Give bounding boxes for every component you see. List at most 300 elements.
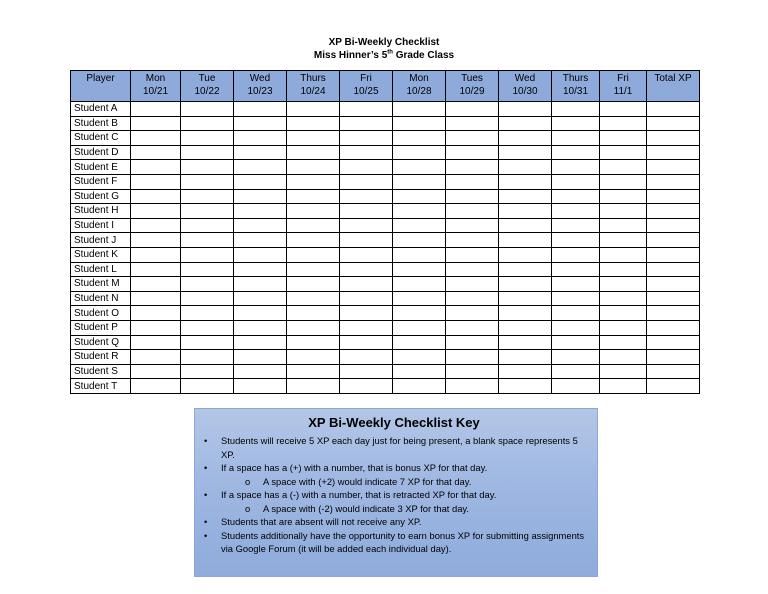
xp-cell [393,247,446,262]
player-name-cell: Student F [71,174,131,189]
xp-cell [499,277,552,292]
player-name-cell: Student R [71,350,131,365]
xp-cell [181,379,234,394]
xp-cell [181,364,234,379]
xp-cell [499,189,552,204]
xp-cell [181,145,234,160]
player-name-cell: Student O [71,306,131,321]
xp-cell [234,379,287,394]
xp-cell [552,350,600,365]
column-header-date: 10/25 [353,86,379,97]
column-header-label: Mon [145,73,166,84]
xp-cell [287,204,340,219]
xp-cell [340,379,393,394]
xp-cell [234,306,287,321]
key-list [201,434,587,556]
column-header-date: 10/30 [512,86,538,97]
key-item-text: If a space has a (+) with a number, that is bonus XP for that day. [221,462,488,473]
player-name-cell: Student G [71,189,131,204]
player-name-cell: Student M [71,277,131,292]
column-header-date: 10/21 [142,86,169,97]
xp-cell [393,145,446,160]
xp-cell [287,364,340,379]
xp-cell [600,379,647,394]
xp-cell [340,218,393,233]
table-body [71,102,700,394]
table-row [71,277,700,292]
xp-cell [600,262,647,277]
xp-cell [181,204,234,219]
xp-cell [287,145,340,160]
xp-cell [287,306,340,321]
xp-cell [340,350,393,365]
player-name-cell: Student T [71,379,131,394]
xp-cell [552,174,600,189]
player-name-cell: Student K [71,247,131,262]
xp-cell [131,320,181,335]
xp-cell [287,262,340,277]
total-xp-cell [647,277,700,292]
xp-cell [393,379,446,394]
xp-cell [131,218,181,233]
xp-cell [131,116,181,131]
xp-cell [234,277,287,292]
xp-cell [552,277,600,292]
player-name-cell: Student H [71,204,131,219]
xp-cell [499,233,552,248]
total-xp-cell [647,262,700,277]
xp-cell [234,131,287,146]
xp-cell [446,102,499,117]
table-row [71,160,700,175]
xp-cell [340,233,393,248]
bullet-icon: • [204,462,208,473]
xp-cell [552,204,600,219]
xp-cell [600,291,647,306]
xp-cell [499,131,552,146]
xp-cell [499,262,552,277]
xp-cell [499,306,552,321]
xp-cell [552,160,600,175]
xp-cell [600,350,647,365]
column-header-date: 10/28 [406,86,432,97]
title-line-2-superscript: th [387,49,393,56]
xp-cell [499,335,552,350]
xp-cell [131,189,181,204]
xp-cell [234,262,287,277]
total-xp-cell [647,247,700,262]
column-header [647,71,700,102]
column-header-date: 10/23 [247,86,273,97]
xp-cell [393,350,446,365]
column-header-date: 10/24 [300,86,326,97]
table-row [71,262,700,277]
total-xp-cell [647,350,700,365]
total-xp-cell [647,218,700,233]
xp-cell [393,306,446,321]
table-row [71,233,700,248]
xp-cell [131,102,181,117]
xp-cell [181,277,234,292]
xp-cell [131,379,181,394]
xp-cell [552,145,600,160]
xp-cell [552,247,600,262]
player-name-cell: Student C [71,131,131,146]
table-row [71,218,700,233]
table-row [71,350,700,365]
xp-cell [287,320,340,335]
xp-cell [393,174,446,189]
xp-cell [340,174,393,189]
xp-cell [234,335,287,350]
xp-cell [181,131,234,146]
column-header-label: Thurs [300,73,326,84]
xp-cell [600,364,647,379]
xp-cell [340,262,393,277]
xp-cell [287,174,340,189]
xp-cell [131,262,181,277]
xp-cell [181,247,234,262]
xp-cell [340,145,393,160]
title-line-2-suffix: Grade Class [392,50,455,61]
xp-cell [446,379,499,394]
xp-cell [287,218,340,233]
xp-cell [234,320,287,335]
xp-cell [340,277,393,292]
xp-cell [446,291,499,306]
player-name-cell: Student I [71,218,131,233]
column-header-label: Mon [409,73,429,84]
bullet-icon: • [204,489,208,500]
column-header-date: 10/22 [194,86,220,97]
xp-cell [340,204,393,219]
xp-cell [393,262,446,277]
xp-cell [287,131,340,146]
xp-cell [446,233,499,248]
column-header-label: Fri [360,73,372,84]
xp-cell [446,131,499,146]
key-item-text: Students will receive 5 XP each day just for being present, a blank space represents 5 XP. [221,435,578,460]
xp-cell [499,160,552,175]
column-header-date: 10/31 [562,86,589,97]
column-header [446,71,499,102]
xp-cell [393,189,446,204]
xp-cell [446,277,499,292]
title-line-2-prefix: Miss Hinner’s 5 [313,50,388,61]
column-header-label: Fri [617,73,629,84]
xp-cell [234,102,287,117]
player-name-cell: Student J [71,233,131,248]
xp-cell [340,364,393,379]
key-item [201,488,587,502]
xp-cell [131,145,181,160]
checklist-key-box [194,408,598,577]
xp-cell [446,262,499,277]
bullet-icon: • [204,516,208,527]
xp-cell [600,102,647,117]
table-row [71,204,700,219]
xp-cell [131,306,181,321]
xp-cell [340,247,393,262]
key-item-text: Students additionally have the opportunity to earn bonus XP for submitting assignments via Google Forum (it will be added each individual day). [221,529,585,554]
xp-cell [552,379,600,394]
key-item [201,529,587,556]
player-name-cell: Student S [71,364,131,379]
column-header [499,71,552,102]
xp-cell [600,247,647,262]
xp-cell [446,160,499,175]
column-header [340,71,393,102]
xp-cell [499,379,552,394]
xp-cell [499,247,552,262]
xp-cell [340,131,393,146]
total-xp-cell [647,102,700,117]
xp-cell [234,174,287,189]
total-xp-cell [647,379,700,394]
xp-cell [131,350,181,365]
xp-cell [234,160,287,175]
xp-cell [446,306,499,321]
key-sub-item [201,475,587,489]
xp-cell [340,320,393,335]
xp-cell [131,131,181,146]
xp-cell [499,174,552,189]
table-row [71,364,700,379]
xp-cell [340,116,393,131]
xp-cell [393,320,446,335]
xp-cell [131,247,181,262]
xp-cell [287,189,340,204]
total-xp-cell [647,291,700,306]
table-row [71,174,700,189]
xp-cell [600,145,647,160]
key-item [201,515,587,529]
xp-cell [600,174,647,189]
column-header-date: 11/1 [613,86,633,97]
xp-cell [234,350,287,365]
xp-cell [287,277,340,292]
column-header [393,71,446,102]
table-row [71,131,700,146]
xp-cell [600,160,647,175]
xp-cell [499,350,552,365]
xp-cell [393,218,446,233]
xp-checklist-table [70,70,700,394]
player-name-cell: Student B [71,116,131,131]
xp-cell [287,291,340,306]
xp-cell [393,204,446,219]
xp-cell [446,218,499,233]
xp-cell [600,233,647,248]
player-name-cell: Student L [71,262,131,277]
xp-cell [446,247,499,262]
xp-cell [393,116,446,131]
column-header [287,71,340,102]
xp-cell [234,116,287,131]
total-xp-cell [647,131,700,146]
xp-cell [181,116,234,131]
key-item-text: A space with (+2) would indicate 7 XP for that day. [263,475,472,487]
xp-cell [287,350,340,365]
xp-cell [340,306,393,321]
player-name-cell: Student Q [71,335,131,350]
xp-cell [600,335,647,350]
column-header [181,71,234,102]
total-xp-cell [647,174,700,189]
xp-cell [552,262,600,277]
xp-cell [600,204,647,219]
column-header-label: Tue [198,73,216,84]
column-header [600,71,647,102]
table-row [71,145,700,160]
xp-cell [234,204,287,219]
bullet-icon: o [245,475,251,487]
xp-cell [552,131,600,146]
xp-cell [600,131,647,146]
key-item-text: If a space has a (-) with a number, that is retracted XP for that day. [221,489,497,500]
player-name-cell: Student N [71,291,131,306]
xp-cell [600,116,647,131]
xp-cell [446,145,499,160]
xp-cell [446,364,499,379]
xp-cell [181,174,234,189]
xp-cell [446,350,499,365]
xp-cell [181,350,234,365]
xp-cell [131,204,181,219]
key-title: XP Bi-Weekly Checklist Key [308,415,480,430]
xp-cell [234,218,287,233]
xp-cell [340,160,393,175]
table-row [71,247,700,262]
xp-cell [499,291,552,306]
xp-cell [446,189,499,204]
xp-cell [287,233,340,248]
table-row [71,379,700,394]
key-item-text: A space with (-2) would indicate 3 XP for that day. [263,502,470,514]
column-header [131,71,181,102]
bullet-icon: • [204,529,208,541]
xp-cell [499,218,552,233]
xp-cell [552,364,600,379]
xp-cell [131,364,181,379]
xp-cell [340,291,393,306]
xp-cell [131,335,181,350]
total-xp-cell [647,233,700,248]
xp-cell [499,116,552,131]
xp-cell [446,116,499,131]
xp-cell [600,189,647,204]
title-line-1: XP Bi-Weekly Checklist [328,37,440,48]
xp-cell [393,277,446,292]
xp-cell [552,320,600,335]
xp-cell [600,218,647,233]
xp-cell [234,364,287,379]
xp-cell [181,320,234,335]
xp-cell [234,145,287,160]
xp-cell [393,335,446,350]
xp-cell [287,379,340,394]
xp-cell [181,160,234,175]
total-xp-cell [647,160,700,175]
xp-cell [393,102,446,117]
xp-cell [499,102,552,117]
xp-cell [552,291,600,306]
xp-cell [446,335,499,350]
xp-cell [181,335,234,350]
table-row [71,291,700,306]
xp-cell [181,291,234,306]
xp-cell [234,247,287,262]
player-name-cell: Student P [71,320,131,335]
xp-cell [552,102,600,117]
table-row [71,189,700,204]
xp-cell [340,189,393,204]
xp-cell [393,131,446,146]
xp-cell [552,306,600,321]
xp-cell [340,102,393,117]
xp-cell [181,306,234,321]
xp-cell [446,320,499,335]
xp-cell [446,174,499,189]
column-header-label: Tues [461,73,483,84]
xp-cell [340,335,393,350]
xp-cell [600,277,647,292]
xp-cell [131,174,181,189]
column-header [234,71,287,102]
xp-cell [234,189,287,204]
xp-cell [393,233,446,248]
xp-cell [181,218,234,233]
column-header [552,71,600,102]
xp-cell [287,247,340,262]
xp-cell [287,116,340,131]
column-header [71,71,131,102]
title-line-2 [0,49,768,62]
player-name-cell: Student A [71,102,131,117]
total-xp-cell [647,204,700,219]
xp-cell [234,233,287,248]
xp-cell [552,116,600,131]
xp-cell [131,160,181,175]
xp-cell [499,204,552,219]
document-title [0,36,768,62]
player-name-cell: Student D [71,145,131,160]
xp-cell [131,291,181,306]
xp-cell [499,145,552,160]
column-header-label: Total XP [654,73,692,84]
xp-cell [181,233,234,248]
column-header-label: Wed [514,73,536,84]
table-row [71,116,700,131]
xp-cell [499,320,552,335]
total-xp-cell [647,335,700,350]
table-row [71,320,700,335]
table-row [71,306,700,321]
xp-cell [181,102,234,117]
xp-cell [234,291,287,306]
xp-cell [600,320,647,335]
xp-cell [446,204,499,219]
key-item-text: Students that are absent will not receive any XP. [221,516,422,527]
bullet-icon: • [204,435,208,446]
xp-cell [131,277,181,292]
xp-cell [552,233,600,248]
column-header-label: Player [86,73,115,84]
key-sub-item [201,502,587,516]
table-header-row [71,71,700,102]
column-header-label: Thurs [562,73,589,84]
total-xp-cell [647,364,700,379]
